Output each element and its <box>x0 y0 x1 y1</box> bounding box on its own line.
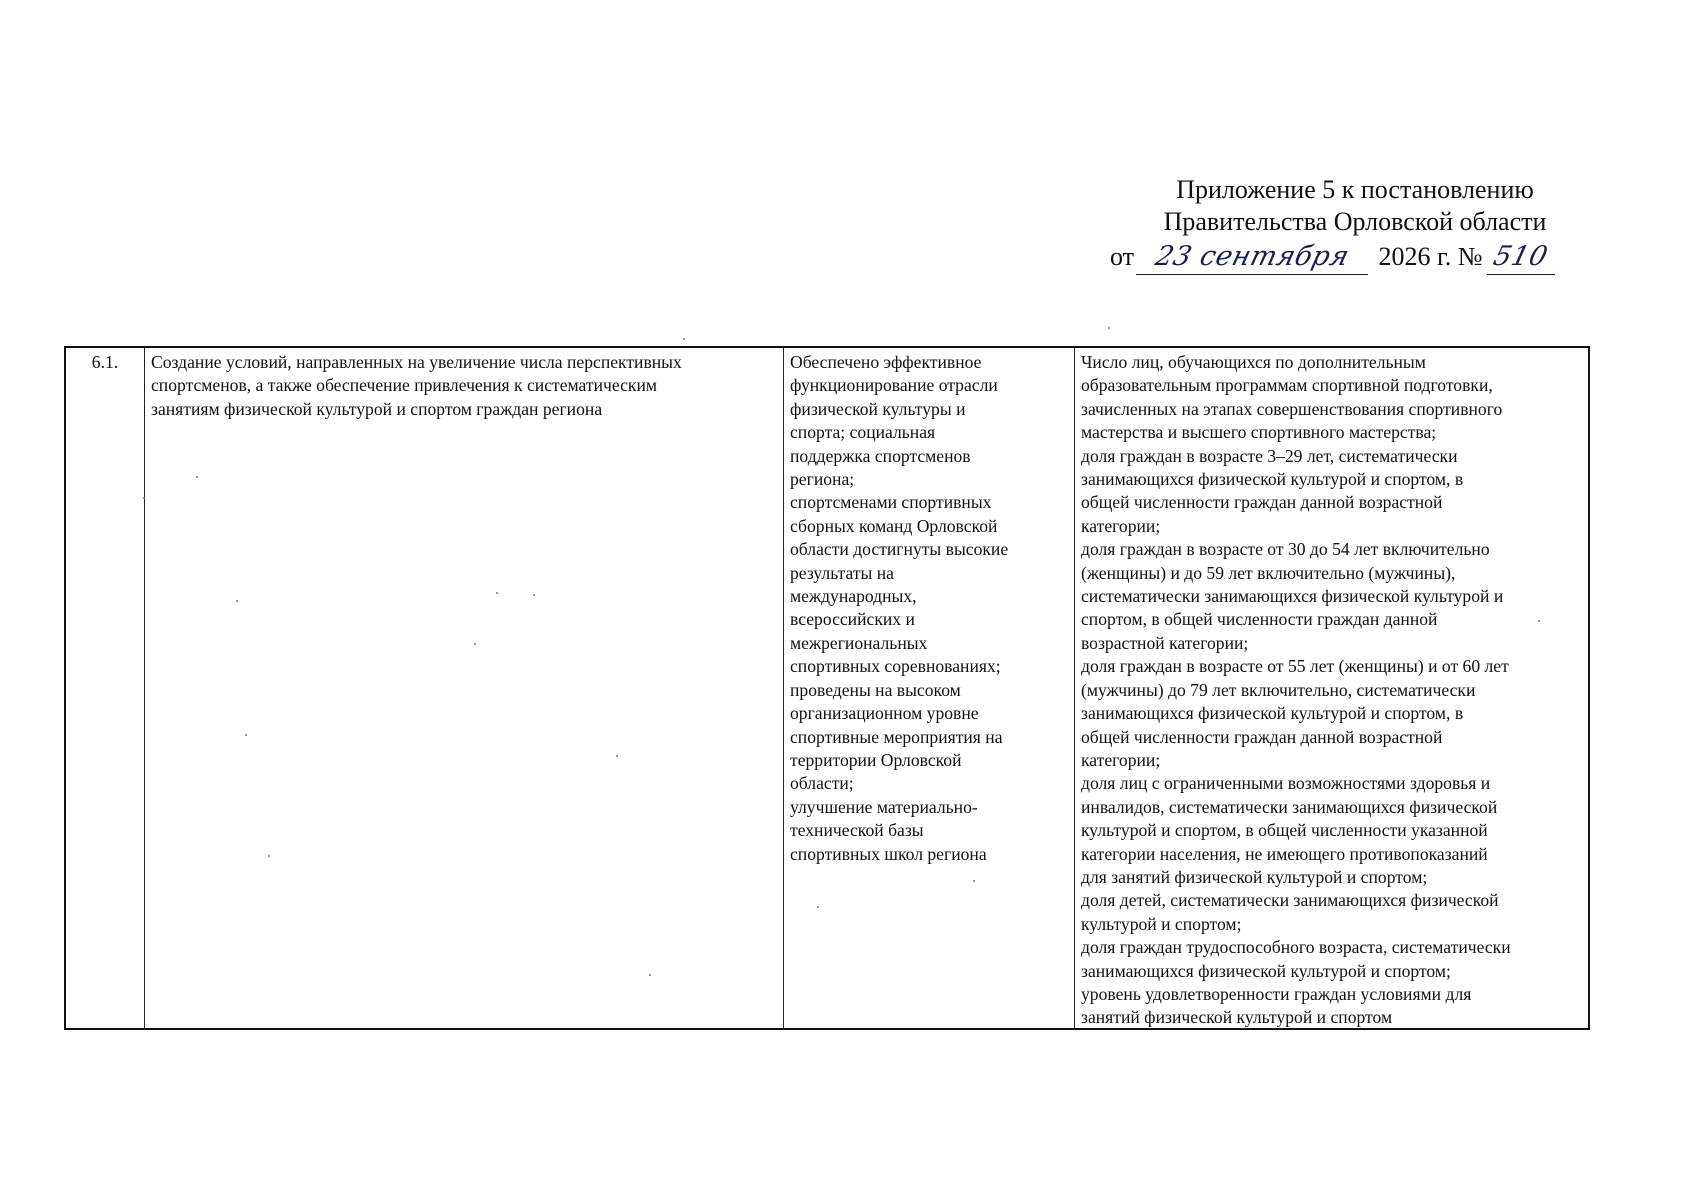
result-line: всероссийских и <box>790 609 915 630</box>
scan-speck <box>616 755 618 757</box>
number-blank <box>1487 240 1555 275</box>
appendix-title: Приложение 5 к постановлению <box>1176 175 1534 204</box>
result-line: территории Орловской <box>790 749 962 770</box>
scan-speck <box>474 643 476 645</box>
result-line: сборных команд Орловской <box>790 515 998 536</box>
indicator-line: спортом, в общей численности граждан данной <box>1081 609 1438 630</box>
result-line: поддержка спортсменов <box>790 445 971 466</box>
scan-speck <box>649 974 651 976</box>
measures-table-grid <box>66 348 1588 1030</box>
result-line: Обеспечено эффективное <box>790 352 982 372</box>
scan-speck <box>533 594 535 596</box>
indicator-line: для занятий физической культурой и спортом; <box>1081 866 1428 887</box>
task-cell <box>145 348 784 1030</box>
indicator-line: уровень удовлетворенности граждан условиями для <box>1081 983 1472 1004</box>
indicator-line: доля лиц с ограниченными возможностями здоровья и <box>1081 773 1491 794</box>
handwritten-number: 510 <box>1490 241 1552 272</box>
indicator-line: доля граждан в возрасте 3–29 лет, систематически <box>1081 445 1458 466</box>
scan-speck <box>496 592 498 594</box>
appendix-issuer: Правительства Орловской области <box>1163 207 1547 236</box>
result-line: региона; <box>790 469 855 490</box>
indicator-cell <box>1075 348 1589 1030</box>
scan-speck <box>1538 620 1540 622</box>
task-text <box>151 351 777 421</box>
indicator-line: (мужчины) до 79 лет включительно, систематически <box>1081 679 1476 700</box>
result-line: физической культуры и <box>790 398 966 419</box>
scan-speck <box>683 338 685 340</box>
indicator-line: Число лиц, обучающихся по дополнительным <box>1081 352 1426 372</box>
measures-table <box>64 346 1590 1030</box>
indicator-line: занятий физической культурой и спортом <box>1081 1007 1393 1028</box>
row-number: 6.1. <box>91 352 119 372</box>
scan-speck <box>817 906 819 908</box>
indicator-line: возрастной категории; <box>1081 632 1249 653</box>
scan-speck <box>1108 327 1110 329</box>
indicator-text <box>1081 351 1582 1030</box>
result-line: области; <box>790 773 854 794</box>
task-line: спортсменов, а также обеспечение привлечения к систематическим <box>151 375 657 396</box>
indicator-line: доля граждан в возрасте от 55 лет (женщины) и от 60 лет <box>1081 656 1509 677</box>
result-line: результаты на <box>790 562 894 583</box>
indicator-line: мастерства и высшего спортивного мастерства; <box>1081 422 1437 443</box>
result-cell <box>784 348 1075 1030</box>
result-line: спортивных соревнованиях; <box>790 656 1001 677</box>
indicator-line: доля граждан в возрасте от 30 до 54 лет включительно <box>1081 539 1490 560</box>
result-line: межрегиональных <box>790 632 928 653</box>
indicator-line: занимающихся физической культурой и спортом, в <box>1081 703 1464 724</box>
indicator-line: общей численности граждан данной возрастной <box>1081 492 1443 513</box>
resolution-dateline <box>1110 240 1610 275</box>
result-line: области достигнуты высокие <box>790 539 1009 560</box>
indicator-line: (женщины) и до 59 лет включительно (мужчины), <box>1081 562 1456 583</box>
result-line: спортивных школ региона <box>790 843 987 864</box>
indicator-line: категории; <box>1081 515 1161 536</box>
result-line: спорта; социальная <box>790 422 936 443</box>
indicator-line: культурой и спортом; <box>1081 913 1242 934</box>
result-line: международных, <box>790 586 917 607</box>
scan-speck <box>245 734 247 736</box>
indicator-line: категории; <box>1081 749 1161 770</box>
scan-speck <box>196 476 198 478</box>
result-line: функционирование отрасли <box>790 375 998 396</box>
result-line: технической базы <box>790 820 924 841</box>
result-line: спортивные мероприятия на <box>790 726 1003 747</box>
indicator-line: образовательным программам спортивной подготовки, <box>1081 375 1493 396</box>
result-line: проведены на высоком <box>790 679 961 700</box>
result-text <box>790 351 1068 866</box>
handwritten-date: 23 сентября <box>1152 241 1353 272</box>
indicator-line: доля детей, систематически занимающихся физической <box>1081 890 1499 911</box>
year-and-number-label: 2026 г. № <box>1378 242 1483 271</box>
indicator-line: культурой и спортом, в общей численности указанной <box>1081 820 1488 841</box>
result-line: спортсменами спортивных <box>790 492 992 513</box>
scan-speck <box>143 497 145 499</box>
scan-speck <box>268 855 270 857</box>
table-row <box>66 348 1588 1030</box>
row-number-cell <box>66 348 145 1030</box>
date-prefix: от <box>1110 242 1135 271</box>
date-blank <box>1136 240 1368 275</box>
indicator-line: занимающихся физической культурой и спортом; <box>1081 960 1451 981</box>
indicator-line: систематически занимающихся физической культурой и <box>1081 586 1504 607</box>
task-line: Создание условий, направленных на увеличение числа перспективных <box>151 352 682 372</box>
task-line: занятиям физической культурой и спортом граждан региона <box>151 398 603 419</box>
indicator-line: общей численности граждан данной возрастной <box>1081 726 1443 747</box>
indicator-line: категории населения, не имеющего противопоказаний <box>1081 843 1488 864</box>
indicator-line: инвалидов, систематически занимающихся физической <box>1081 796 1498 817</box>
scan-speck <box>973 880 975 882</box>
indicator-line: зачисленных на этапах совершенствования спортивного <box>1081 398 1503 419</box>
appendix-header <box>1095 174 1615 238</box>
result-line: улучшение материально- <box>790 796 978 817</box>
indicator-line: занимающихся физической культурой и спортом, в <box>1081 469 1464 490</box>
indicator-line: доля граждан трудоспособного возраста, систематически <box>1081 937 1511 958</box>
result-line: организационном уровне <box>790 703 979 724</box>
scan-speck <box>236 600 238 602</box>
